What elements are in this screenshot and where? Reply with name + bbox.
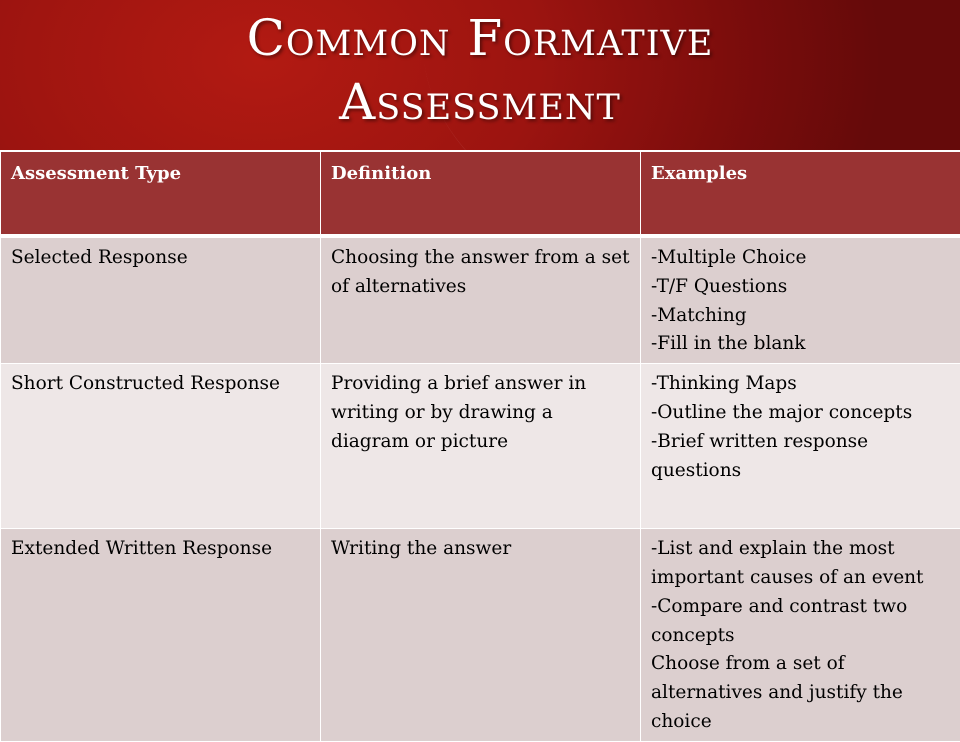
header-definition: Definition <box>321 151 641 236</box>
cell-definition: Choosing the answer from a set of alternatives <box>321 236 641 364</box>
header-examples: Examples <box>641 151 960 236</box>
slide-title-line-1: Common Formative <box>0 6 960 70</box>
example-item: -Compare and contrast two concepts <box>651 593 950 651</box>
table-row <box>1 364 960 529</box>
cell-assessment-type: Selected Response <box>1 236 321 364</box>
table-header-row <box>1 151 960 236</box>
example-item: -Fill in the blank <box>651 330 950 359</box>
cell-assessment-type: Extended Written Response <box>1 529 321 742</box>
example-item: -T/F Questions <box>651 273 950 302</box>
header-assessment-type: Assessment Type <box>1 151 321 236</box>
slide-title-line-2: Assessment <box>0 70 960 134</box>
slide-title <box>0 6 960 134</box>
assessment-table <box>0 150 960 742</box>
example-item: -Thinking Maps <box>651 370 950 399</box>
table-row <box>1 236 960 364</box>
example-item: -Matching <box>651 302 950 331</box>
example-item: -Outline the major concepts <box>651 399 950 428</box>
cell-examples <box>641 529 960 742</box>
table-row <box>1 529 960 742</box>
cell-definition: Writing the answer <box>321 529 641 742</box>
example-item: -Multiple Choice <box>651 244 950 273</box>
example-item: -Brief written response questions <box>651 428 950 486</box>
cell-assessment-type: Short Constructed Response <box>1 364 321 529</box>
cell-definition: Providing a brief answer in writing or by drawing a diagram or picture <box>321 364 641 529</box>
example-item: -List and explain the most important causes of an event <box>651 535 950 593</box>
cell-examples <box>641 364 960 529</box>
example-item: Choose from a set of alternatives and justify the choice <box>651 650 950 736</box>
cell-examples <box>641 236 960 364</box>
